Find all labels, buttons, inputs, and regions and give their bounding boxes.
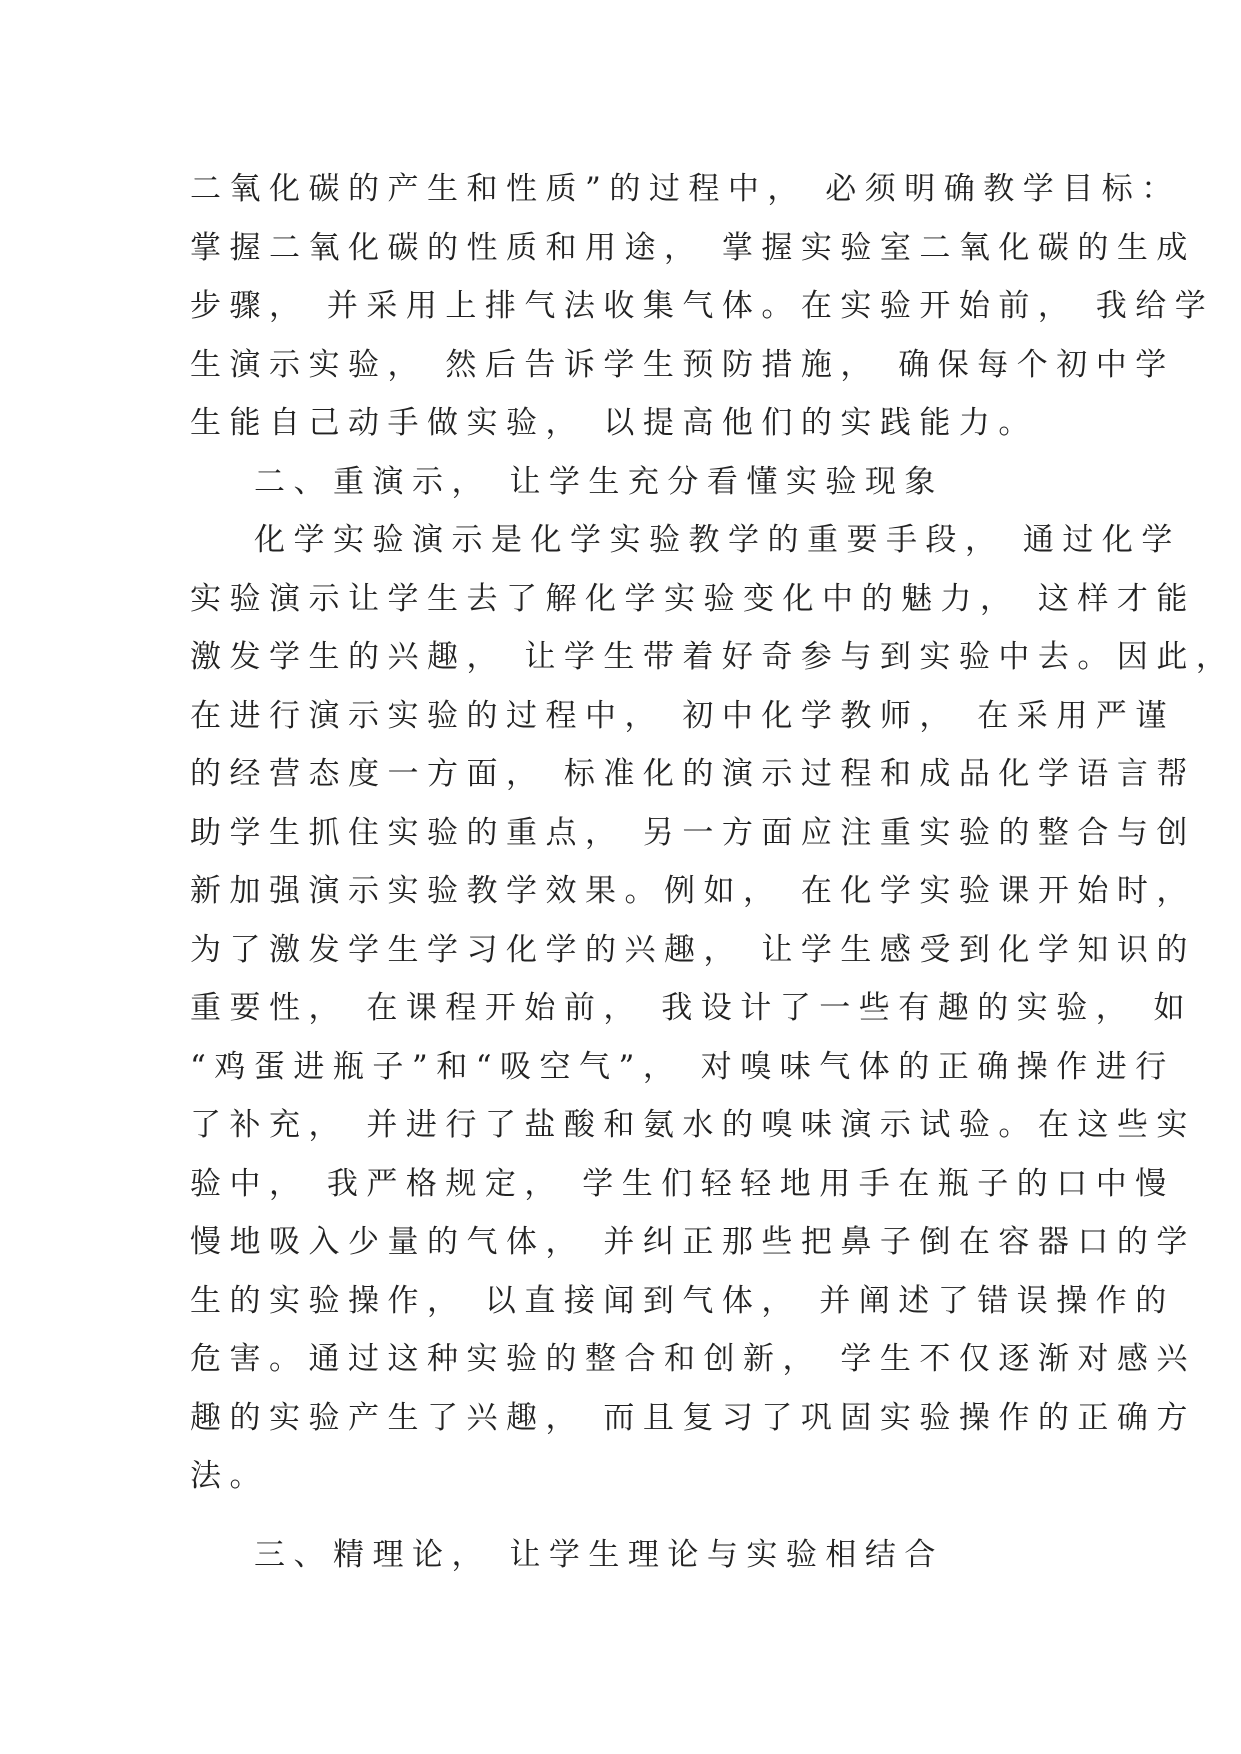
text-line: 化学实验演示是化学实验教学的重要手段， 通过化学: [254, 522, 1181, 558]
text-line: 的经营态度一方面， 标准化的演示过程和成品化学语言帮: [190, 756, 1196, 792]
text-line: 为了激发学生学习化学的兴趣， 让学生感受到化学知识的: [190, 931, 1196, 968]
text-line: 生的实验操作， 以直接闻到气体， 并阐述了错误操作的: [190, 1282, 1175, 1319]
document-body: [190, 160, 1236, 1584]
text-line: 助学生抓住实验的重点， 另一方面应注重实验的整合与创: [190, 814, 1196, 851]
text-line: 激发学生的兴趣， 让学生带着好奇参与到实验中去。因此，: [190, 639, 1236, 675]
paragraph-1: [190, 160, 1215, 453]
text-line: 危害。通过这种实验的整合和创新， 学生不仅逐渐对感兴: [190, 1341, 1196, 1377]
text-line: 慢地吸入少量的气体， 并纠正那些把鼻子倒在容器口的学: [190, 1224, 1196, 1260]
text-line: 新加强演示实验教学效果。例如， 在化学实验课开始时，: [190, 873, 1196, 909]
text-line: 掌握二氧化碳的性质和用途， 掌握实验室二氧化碳的生成: [190, 229, 1196, 266]
text-line: 在进行演示实验的过程中， 初中化学教师， 在采用严谨: [190, 697, 1175, 734]
text-line: “鸡蛋进瓶子”和“吸空气”， 对嗅味气体的正确操作进行: [190, 1048, 1175, 1085]
text-line: 生演示实验， 然后告诉学生预防措施， 确保每个初中学: [190, 346, 1175, 383]
spacer: [190, 1506, 1070, 1526]
text-line: 法。: [190, 1458, 269, 1494]
text-line: 重要性， 在课程开始前， 我设计了一些有趣的实验， 如: [190, 990, 1194, 1026]
paragraph-2: [190, 511, 1236, 1506]
text-line: 趣的实验产生了兴趣， 而且复习了巩固实验操作的正确方: [190, 1399, 1196, 1436]
text-line: 验中， 我严格规定， 学生们轻轻地用手在瓶子的口中慢: [190, 1165, 1175, 1202]
text-line: 实验演示让学生去了解化学实验变化中的魅力， 这样才能: [190, 580, 1196, 617]
text-line: 二氧化碳的产生和性质”的过程中， 必须明确教学目标：: [190, 171, 1181, 207]
text-line: 步骤， 并采用上排气法收集气体。在实验开始前， 我给学: [190, 288, 1215, 324]
text-line: 了补充， 并进行了盐酸和氨水的嗅味演示试验。在这些实: [190, 1107, 1196, 1143]
text-line: 生能自己动手做实验， 以提高他们的实践能力。: [190, 405, 1038, 441]
section-heading-3: 三、精理论， 让学生理论与实验相结合: [254, 1536, 944, 1573]
section-heading-2: 二、重演示， 让学生充分看懂实验现象: [254, 463, 944, 500]
